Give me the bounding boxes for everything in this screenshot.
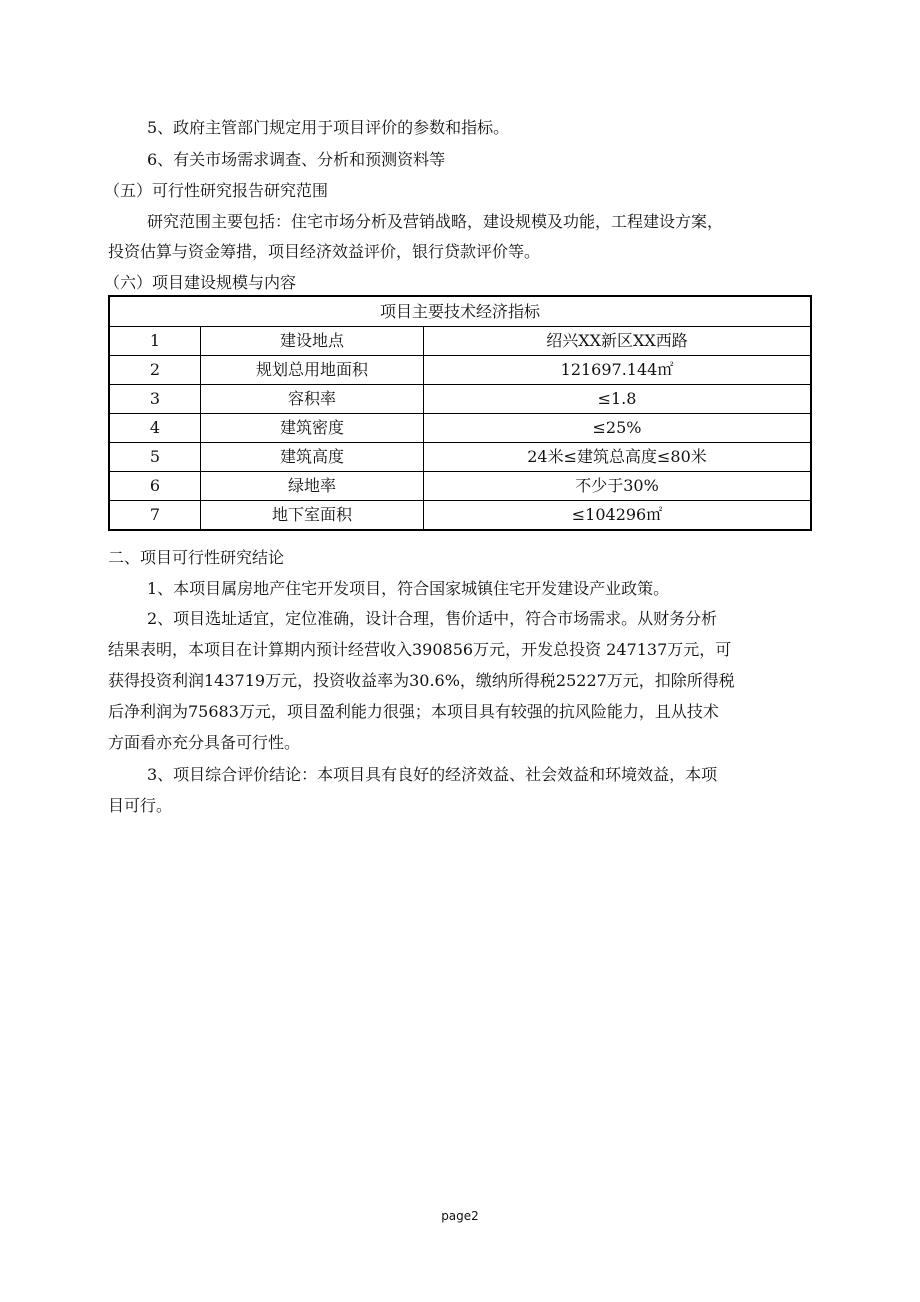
row-number: 1 [109, 327, 201, 356]
conclusion-paragraph-2-line: 方面看亦充分具备可行性。 [108, 733, 301, 752]
row-item: 建设地点 [201, 327, 424, 356]
conclusion-paragraph-1: 1、本项目属房地产住宅开发项目，符合国家城镇住宅开发建设产业政策。 [147, 579, 670, 598]
conclusion-paragraph-2-line: 获得投资利润143719万元，投资收益率为30.6%，缴纳所得税25227万元，扣除所得税 [108, 671, 735, 690]
table-row [109, 385, 811, 414]
table-row [109, 472, 811, 501]
conclusion-paragraph-2-line: 2、项目选址适宜，定位准确，设计合理，售价适中，符合市场需求。从财务分析 [147, 609, 718, 628]
conclusion-paragraph-3-line: 3、项目综合评价结论：本项目具有良好的经济效益、社会效益和环境效益，本项 [147, 765, 718, 784]
paragraph-item-6: 6、有关市场需求调查、分析和预测资料等 [147, 150, 446, 169]
row-value: 24米≤建筑总高度≤80米 [424, 443, 812, 472]
row-number: 7 [109, 501, 201, 531]
row-number: 3 [109, 385, 201, 414]
row-item: 绿地率 [201, 472, 424, 501]
row-value: ≤25% [424, 414, 812, 443]
table-caption: 项目主要技术经济指标 [109, 296, 811, 327]
row-item: 规划总用地面积 [201, 356, 424, 385]
conclusion-heading: 二、项目可行性研究结论 [108, 548, 285, 567]
conclusion-paragraph-2-line: 结果表明，本项目在计算期内预计经营收入390856万元，开发总投资 247137万元，可 [108, 640, 732, 659]
table-row [109, 327, 811, 356]
section5-text-line2: 投资估算与资金筹措，项目经济效益评价，银行贷款评价等。 [108, 242, 541, 261]
row-item: 建筑高度 [201, 443, 424, 472]
row-value: 121697.144㎡ [424, 356, 812, 385]
table-row [109, 356, 811, 385]
section5-text-line1: 研究范围主要包括：住宅市场分析及营销战略，建设规模及功能，工程建设方案， [147, 212, 724, 231]
conclusion-paragraph-2-line: 后净利润为75683万元，项目盈利能力很强；本项目具有较强的抗风险能力，且从技术 [108, 702, 719, 721]
table-row [109, 443, 811, 472]
table-row [109, 501, 811, 531]
row-value: 绍兴XX新区XX西路 [424, 327, 812, 356]
row-value: ≤104296㎡ [424, 501, 812, 531]
row-number: 2 [109, 356, 201, 385]
row-item: 建筑密度 [201, 414, 424, 443]
section-heading-6: （六）项目建设规模与内容 [104, 273, 297, 292]
row-number: 4 [109, 414, 201, 443]
paragraph-item-5: 5、政府主管部门规定用于项目评价的参数和指标。 [147, 118, 510, 137]
table-row [109, 414, 811, 443]
row-number: 6 [109, 472, 201, 501]
spec-table [108, 295, 812, 531]
section-heading-5: （五）可行性研究报告研究范围 [104, 181, 329, 200]
conclusion-paragraph-3-line: 目可行。 [108, 796, 173, 815]
page-number: page2 [441, 1209, 479, 1223]
row-value: ≤1.8 [424, 385, 812, 414]
row-number: 5 [109, 443, 201, 472]
row-value: 不少于30% [424, 472, 812, 501]
row-item: 地下室面积 [201, 501, 424, 531]
table-caption-row [109, 296, 811, 327]
row-item: 容积率 [201, 385, 424, 414]
